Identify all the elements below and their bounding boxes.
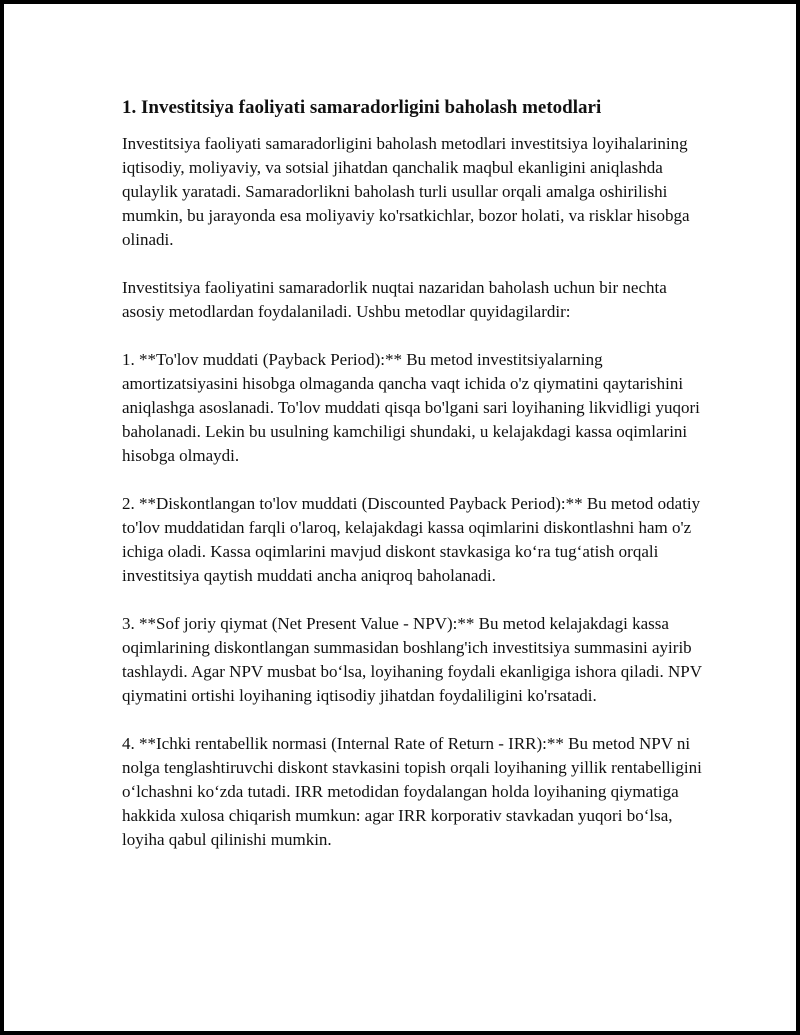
npv-paragraph: 3. **Sof joriy qiymat (Net Present Value - NPV):** Bu metod kelajakdagi kassa oqimlarining diskontlangan summasidan boshlang'ich investitsiya summasini ayirib tashlaydi. Agar NPV musbat bo‘lsa, loyihaning foydali ekanligiga ishora qiladi. NPV qiymatini ortishi loyihaning iqtisodiy jihatdan foydaliligini ko'rsatadi. xyxy=(122,614,702,705)
payback-period-paragraph: 1. **To'lov muddati (Payback Period):** Bu metod investitsiyalarning amortizatsiyasini hisobga olmaganda qancha vaqt ichida o'z qiymatini qaytarishini aniqlashga asoslanadi. To'lov muddati qisqa bo'lgani sari loyihaning likvidligi yuqori baholanadi. Lekin bu usulning kamchiligi shundaki, u kelajakdagi kassa oqimlarini hisobga olmaydi. xyxy=(122,350,700,465)
section-heading: 1. Investitsiya faoliyati samaradorligini baholash metodlari xyxy=(122,97,602,118)
irr-paragraph: 4. **Ichki rentabellik normasi (Internal Rate of Return - IRR):** Bu metod NPV ni nolga tenglashtiruvchi diskont stavkasini topish orqali loyihaning yillik rentabelligini o‘lchashni ko‘zda tutadi. IRR metodidan foydalangan holda loyihaning qiymatiga hakkida xulosa chiqarish mumkun: agar IRR korporativ stavkadan yuqori bo‘lsa, loyiha qabul qilinishi mumkin. xyxy=(122,734,702,849)
document-body xyxy=(122,96,702,876)
discounted-payback-paragraph: 2. **Diskontlangan to'lov muddati (Discounted Payback Period):** Bu metod odatiy to'lov muddatidan farqli o'laroq, kelajakdagi kassa oqimlarini diskontlashni ham o'z ichiga oladi. Kassa oqimlarini mavjud diskont stavkasiga ko‘ra tug‘atish orqali investitsiya qaytish muddati ancha aniqroq baholanadi. xyxy=(122,494,701,585)
methods-intro-paragraph: Investitsiya faoliyatini samaradorlik nuqtai nazaridan baholash uchun bir nechta asosiy metodlardan foydalaniladi. Ushbu metodlar quyidagilardir: xyxy=(122,278,667,321)
intro-paragraph: Investitsiya faoliyati samaradorligini baholash metodlari investitsiya loyihalarining iqtisodiy, moliyaviy, va sotsial jihatdan qanchalik maqbul ekanligini aniqlashda qulaylik yaratadi. Samaradorlikni baholash turli usullar orqali amalga oshirilishi mumkin, bu jarayonda esa moliyaviy ko'rsatkichlar, bozor holati, va risklar hisobga olinadi. xyxy=(122,134,690,249)
